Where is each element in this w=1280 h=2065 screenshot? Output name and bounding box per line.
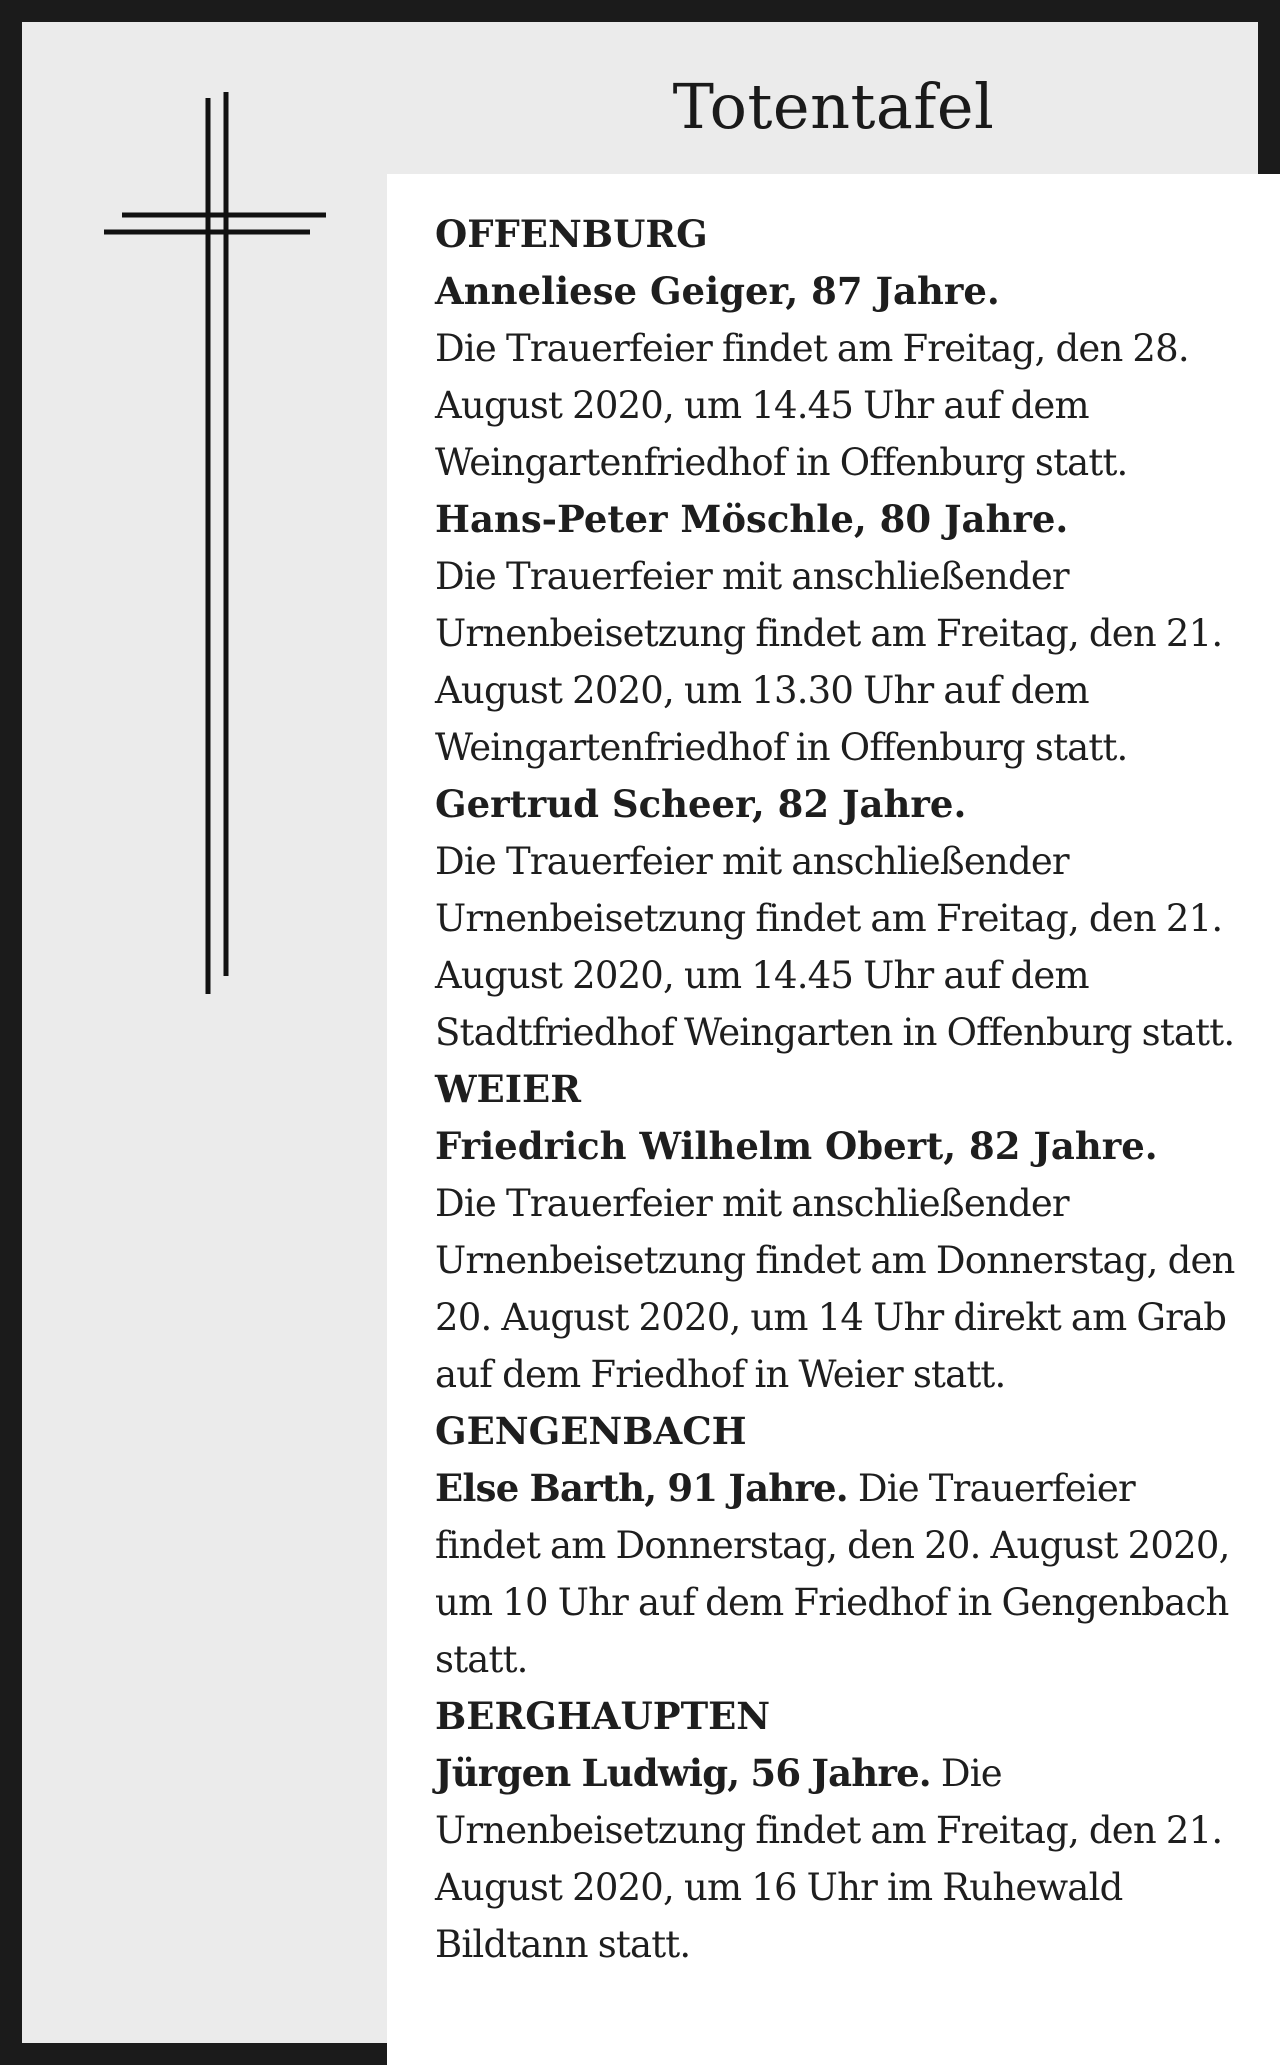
deceased-name: Anneliese Geiger, 87 Jahre. [435,269,1000,313]
obituary-entry [435,491,1240,776]
obituary-entry [435,1118,1240,1403]
cross-icon [82,92,342,1012]
obituary-entry [435,263,1240,491]
town-heading: WEIER [435,1067,582,1111]
obituary-entry [435,1460,1240,1688]
page-title: Totentafel [672,70,995,143]
town-heading: GENGENBACH [435,1409,747,1453]
deceased-name: Jürgen Ludwig, 56 Jahre. [435,1751,931,1795]
deceased-name: Hans-Peter Möschle, 80 Jahre. [435,497,1069,541]
funeral-details: Die Trauerfeier mit anschließender Urnenbeisetzung findet am Donnerstag, den 20. August 2020, um 14 Uhr direkt am Grab auf dem Friedhof in Weier statt. [435,1182,1235,1396]
funeral-details: Die Trauerfeier mit anschließender Urnenbeisetzung findet am Freitag, den 21. August 2020, um 14.45 Uhr auf dem Stadtfriedhof Weingarten in Offenburg statt. [435,840,1235,1054]
town-heading: BERGHAUPTEN [435,1694,771,1738]
funeral-details: Die Trauerfeier findet am Donnerstag, den 20. August 2020, um 10 Uhr auf dem Friedhof in Gengenbach statt. [435,1467,1230,1681]
funeral-details: Die Trauerfeier mit anschließender Urnenbeisetzung findet am Freitag, den 21. August 2020, um 13.30 Uhr auf dem Weingartenfriedhof in Offenburg statt. [435,555,1223,769]
funeral-details: Die Trauerfeier findet am Freitag, den 28. August 2020, um 14.45 Uhr auf dem Weingartenfriedhof in Offenburg statt. [435,327,1189,484]
deceased-name: Else Barth, 91 Jahre. [435,1466,848,1510]
obituary-list [387,174,1280,2065]
town-heading: OFFENBURG [435,212,708,256]
obituary-entry [435,1745,1240,1973]
deceased-name: Gertrud Scheer, 82 Jahre. [435,782,967,826]
funeral-details: Die Urnenbeisetzung findet am Freitag, den 21. August 2020, um 16 Uhr im Ruhewald Bildtann statt. [435,1752,1223,1966]
obituary-entry [435,776,1240,1061]
deceased-name: Friedrich Wilhelm Obert, 82 Jahre. [435,1124,1158,1168]
